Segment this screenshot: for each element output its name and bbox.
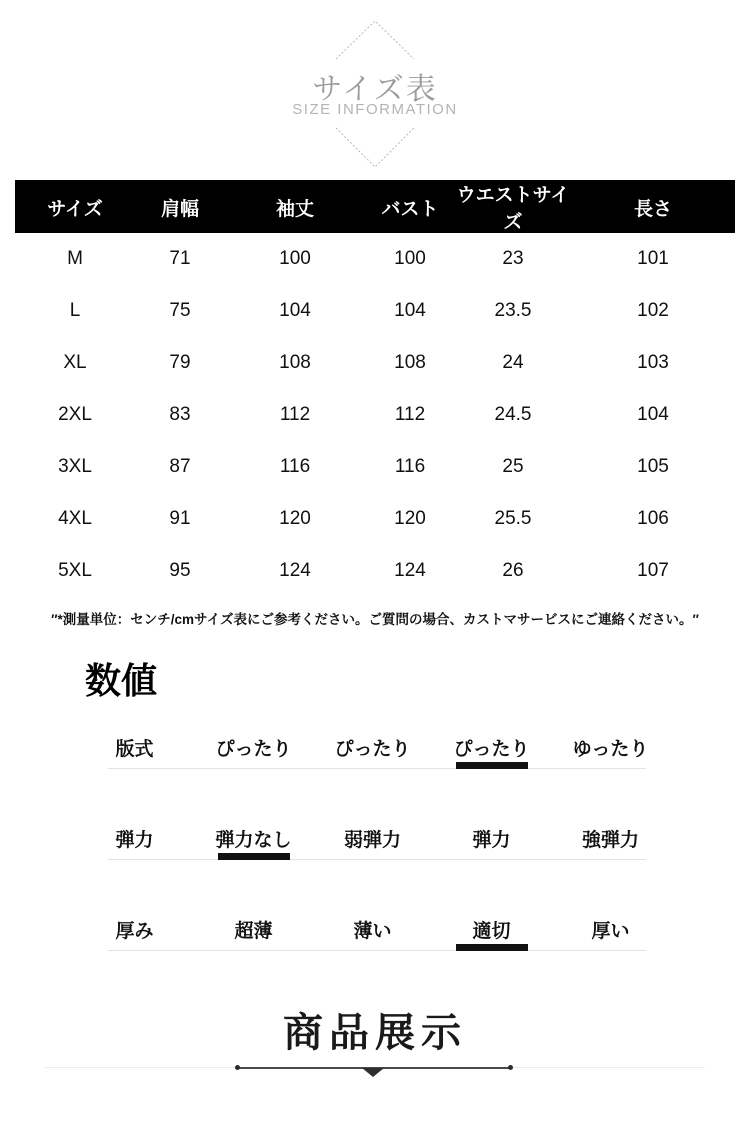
metric-option: 弾力 [472,830,511,851]
length-value: 104 [637,404,669,425]
column-header-size: サイズ [47,198,103,220]
waist-value: 23 [502,248,524,269]
sleeve-value: 100 [279,248,311,269]
metrics-heading: 数値 [85,660,158,701]
shoulder-value: 95 [169,560,191,581]
metric-row-elasticity [75,829,670,860]
metric-label: 厚み [115,921,154,942]
down-arrow-icon [362,1068,384,1077]
selected-option-underline [456,944,528,951]
row-divider [108,950,646,951]
metric-row-thickness [75,920,670,951]
size-label: XL [63,352,87,373]
shoulder-value: 83 [169,404,191,425]
bust-value: 108 [394,352,426,373]
row-divider [108,768,646,769]
metric-label: 弾力 [115,830,154,851]
table-row-xl [15,337,735,389]
table-row-4xl [15,493,735,545]
waist-value: 25 [502,456,524,477]
metric-option: ぴったり [334,739,411,760]
sleeve-value: 104 [279,300,311,321]
size-label: 2XL [58,404,92,425]
length-value: 103 [637,352,669,373]
banner-title: サイズ表 [312,73,438,106]
sleeve-value: 120 [279,508,311,529]
metric-option: 強弾力 [581,830,639,851]
table-row-m [15,233,735,285]
divider-faint-left [45,1067,237,1068]
length-value: 107 [637,560,669,581]
size-info-banner [0,0,750,170]
shoulder-value: 79 [169,352,191,373]
metric-option: 適切 [472,921,511,942]
size-label: 5XL [58,560,92,581]
selected-option-underline [456,762,528,769]
row-divider [108,859,646,860]
divider-dot-right [508,1065,513,1070]
column-header-length: 長さ [633,198,672,220]
waist-value: 24.5 [494,404,532,425]
metric-option: 弱弾力 [343,830,401,851]
size-label: 3XL [58,456,92,477]
table-row-5xl [15,545,735,597]
waist-value: 23.5 [494,300,532,321]
waist-value: 24 [502,352,524,373]
length-value: 106 [637,508,669,529]
metric-option: 弾力なし [215,830,292,851]
bust-value: 112 [394,404,426,425]
length-value: 105 [637,456,669,477]
footer-divider [0,1061,750,1081]
metrics-table [75,738,670,951]
divider-faint-right [510,1067,705,1068]
size-table [15,180,735,597]
column-header-waist: ウエストサイズ [456,185,570,233]
measurement-unit-note: ″*測量単位：センチ/cmサイズ表にご参考ください。ご質問の場合、カストマサービスにご連絡ください。″ [51,612,699,627]
metric-option: ぴったり [453,739,530,760]
size-label: M [67,248,83,269]
metric-option: ぴったり [215,739,292,760]
banner-subtitle: SIZE INFORMATION [292,101,458,118]
shoulder-value: 91 [169,508,191,529]
product-display-heading: 商品展示 [283,1011,467,1055]
divider-dot-left [235,1065,240,1070]
bust-value: 100 [394,248,426,269]
sleeve-value: 112 [279,404,311,425]
column-header-sleeve: 袖丈 [275,198,314,220]
length-value: 101 [637,248,669,269]
size-label: L [69,300,81,321]
metric-label: 版式 [115,739,154,760]
metric-option: 超薄 [234,921,273,942]
size-table-header [15,180,735,233]
waist-value: 26 [502,560,524,581]
table-row-3xl [15,441,735,493]
shoulder-value: 71 [169,248,191,269]
bust-value: 120 [394,508,426,529]
selected-option-underline [218,853,290,860]
length-value: 102 [637,300,669,321]
metric-option: ゆったり [572,739,649,760]
bust-value: 104 [394,300,426,321]
metric-option: 薄い [353,921,392,942]
sleeve-value: 124 [279,560,311,581]
table-row-l [15,285,735,337]
column-header-shoulder: 肩幅 [160,198,199,220]
waist-value: 25.5 [494,508,532,529]
shoulder-value: 87 [169,456,191,477]
size-label: 4XL [58,508,92,529]
column-header-bust: バスト [381,198,439,220]
bust-value: 124 [394,560,426,581]
metric-row-fit [75,738,670,769]
shoulder-value: 75 [169,300,191,321]
bust-value: 116 [394,456,426,477]
sleeve-value: 116 [279,456,311,477]
sleeve-value: 108 [279,352,311,373]
metric-option: 厚い [591,921,630,942]
table-row-2xl [15,389,735,441]
